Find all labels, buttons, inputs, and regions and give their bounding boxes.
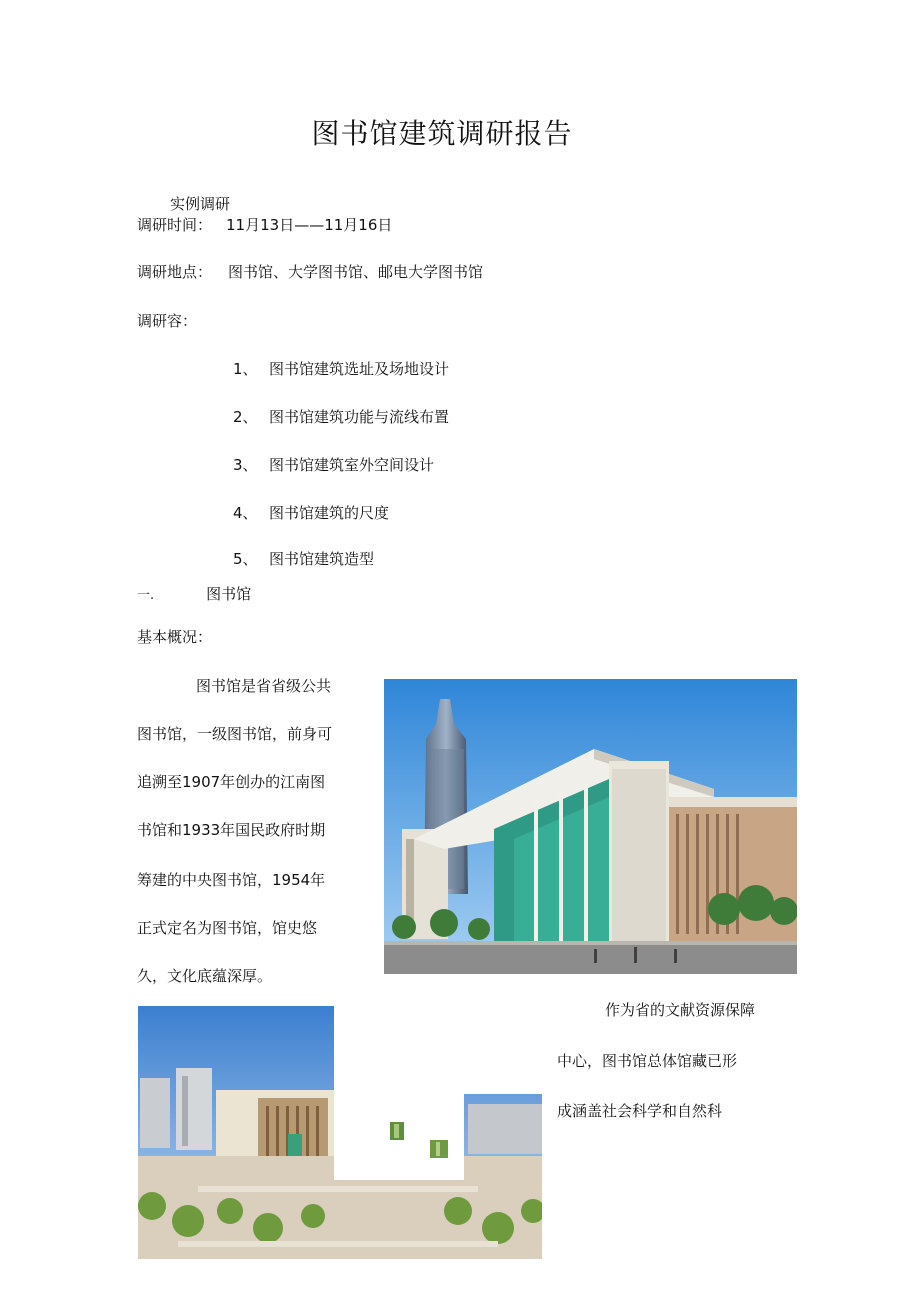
list-item [233,407,449,427]
paragraph-line: 作为省的文献资源保障 [605,1001,756,1019]
list-item [233,455,434,475]
paragraph-line: 筹建的中央图书馆，1954年 [137,871,326,889]
list-text: 图书馆建筑造型 [269,550,375,568]
time-label: 调研时间： [137,216,213,234]
paragraph-line: 中心，图书馆总体馆藏已形 [557,1052,738,1070]
place-label: 调研地点： [137,263,213,281]
list-text: 图书馆建筑的尺度 [269,504,390,522]
list-item [233,359,449,379]
overview-label: 基本概况： [137,628,213,646]
list-text: 图书馆建筑功能与流线布置 [269,408,450,426]
paragraph-line: 图书馆是省省级公共 [196,677,332,695]
time-value: 11月13日——11月16日 [226,216,393,234]
library-photo-main [384,679,797,974]
paragraph-line: 图书馆，一级图书馆，前身可 [137,725,333,743]
content-label: 调研容： [137,312,198,330]
list-number: 2、 [233,408,258,426]
list-item [233,503,389,523]
paragraph-line: 书馆和1933年国民政府时期 [137,821,326,839]
paragraph-line: 成涵盖社会科学和自然科 [557,1102,723,1120]
paragraph-line: 久，文化底蕴深厚。 [137,967,273,985]
list-text: 图书馆建筑室外空间设计 [269,456,435,474]
list-text: 图书馆建筑选址及场地设计 [269,360,450,378]
list-number: 5、 [233,550,258,568]
section-heading [137,584,251,606]
paragraph-line: 追溯至1907年创办的江南图 [137,773,326,791]
place-value: 图书馆、大学图书馆、邮电大学图书馆 [228,263,484,281]
list-number: 1、 [233,360,258,378]
report-title: 图书馆建筑调研报告 [311,117,573,150]
time-row [137,215,392,235]
paragraph-line: 正式定名为图书馆，馆史悠 [137,919,318,937]
section-title: 图书馆 [206,585,252,603]
section-number: 一. [137,588,155,603]
list-number: 3、 [233,456,258,474]
list-number: 4、 [233,504,258,522]
library-photo-plaza [138,1006,542,1259]
subtitle: 实例调研 [170,195,231,213]
list-item [233,549,374,569]
place-row [137,262,483,282]
